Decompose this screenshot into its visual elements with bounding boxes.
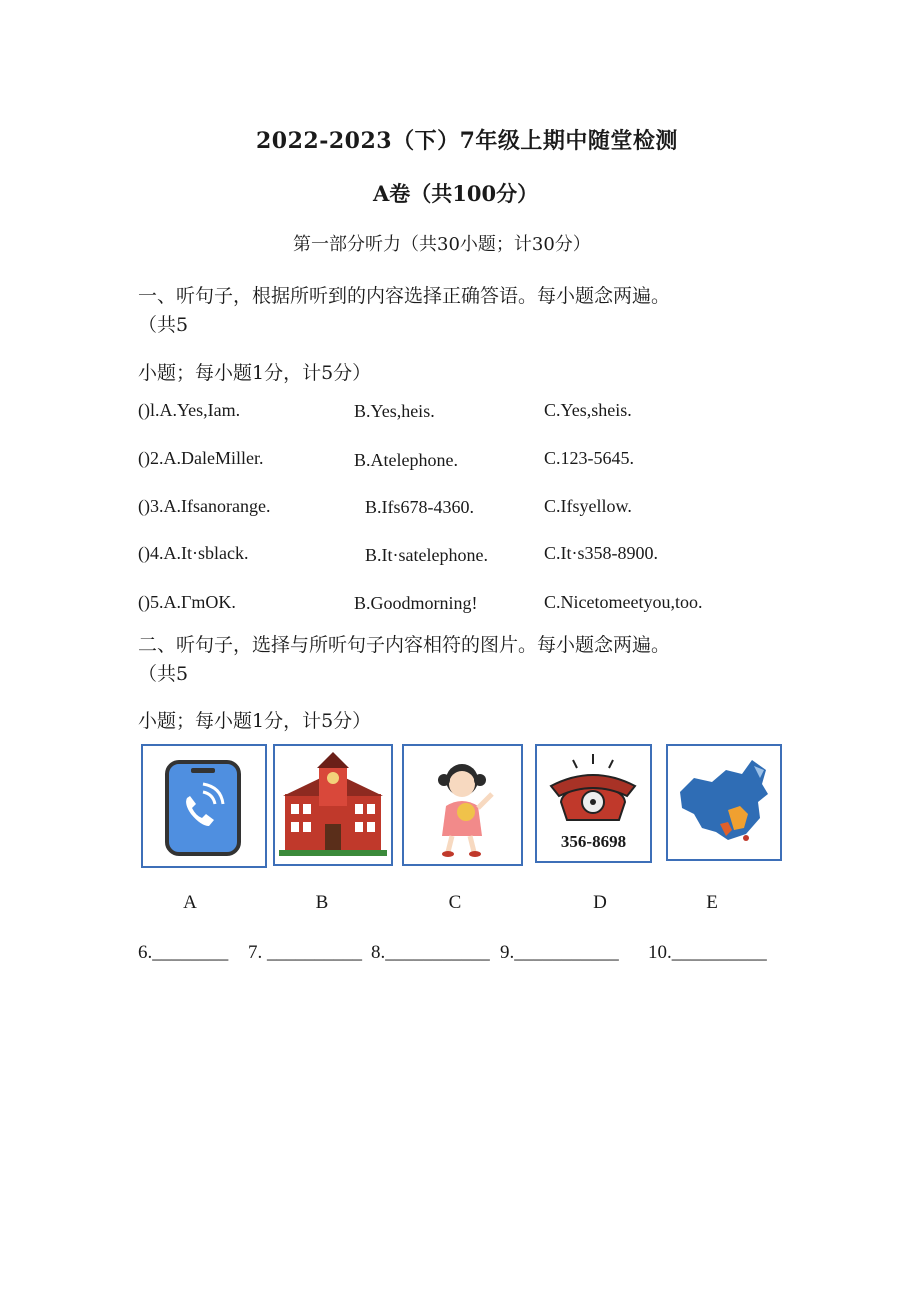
picture-c <box>402 744 523 866</box>
answer-blank-9[interactable]: 9.___________ <box>500 942 619 963</box>
picture-b <box>273 744 393 866</box>
section1-instruction-cont: （共5 <box>138 314 189 336</box>
q3-option-a: ()3.A.Ifsanorange. <box>138 496 271 516</box>
section1-scoring: 小题；每小题1分，计5分） <box>138 362 372 384</box>
q1-option-b: B.Yes,heis. <box>354 401 435 421</box>
picture-label-c: C <box>448 892 462 913</box>
phone-number-caption: 356-8698 <box>560 832 627 851</box>
section2-instruction-cont: （共5 <box>138 663 189 685</box>
page-title: 2022-2023（下）7年级上期中随堂检测 <box>256 128 678 154</box>
q2-option-c: C.123-5645. <box>544 448 634 468</box>
q2-option-b: B.Atelephone. <box>354 450 458 470</box>
q1-option-a: ()l.A.Yes,Iam. <box>138 400 241 420</box>
section2-instruction: 二、听句子，选择与所听句子内容相符的图片。每小题念两遍。 <box>138 634 671 656</box>
picture-d <box>535 744 652 863</box>
q3-option-c: C.Ifsyellow. <box>544 496 632 516</box>
answer-blank-10[interactable]: 10.__________ <box>648 942 767 963</box>
q5-option-c: C.Nicetomeetyou,too. <box>544 592 703 612</box>
q5-option-b: B.Goodmorning! <box>354 593 478 613</box>
answer-blank-6[interactable]: 6.________ <box>138 942 229 963</box>
china-map-icon <box>668 746 780 859</box>
answer-blank-7[interactable]: 7. __________ <box>248 942 362 963</box>
q1-option-c: C.Yes,sheis. <box>544 400 632 420</box>
q5-option-a: ()5.A.ΓmOK. <box>138 592 236 612</box>
picture-e <box>666 744 782 861</box>
q4-option-b: B.It·satelephone. <box>365 545 488 565</box>
picture-label-a: A <box>183 892 197 913</box>
q4-option-a: ()4.A.It·sblack. <box>138 543 249 563</box>
picture-label-d: D <box>593 892 607 913</box>
section2-scoring: 小题；每小题1分，计5分） <box>138 710 372 732</box>
q3-option-b: B.Ifs678-4360. <box>365 497 474 517</box>
smartphone-call-icon <box>143 746 265 866</box>
q4-option-c: C.It·s358-8900. <box>544 543 658 563</box>
q2-option-a: ()2.A.DaleMiller. <box>138 448 264 468</box>
answer-blank-8[interactable]: 8.___________ <box>371 942 490 963</box>
part-heading: 第一部分听力（共30小题；计30分） <box>293 234 591 255</box>
section1-instruction: 一、听句子，根据所听到的内容选择正确答语。每小题念两遍。 <box>138 285 671 307</box>
picture-a <box>141 744 267 868</box>
picture-label-b: B <box>315 892 329 913</box>
girl-with-toy-icon <box>404 746 521 864</box>
picture-label-e: E <box>706 892 718 913</box>
school-building-icon <box>275 746 391 864</box>
paper-subtitle: A卷（共100分） <box>373 181 539 206</box>
